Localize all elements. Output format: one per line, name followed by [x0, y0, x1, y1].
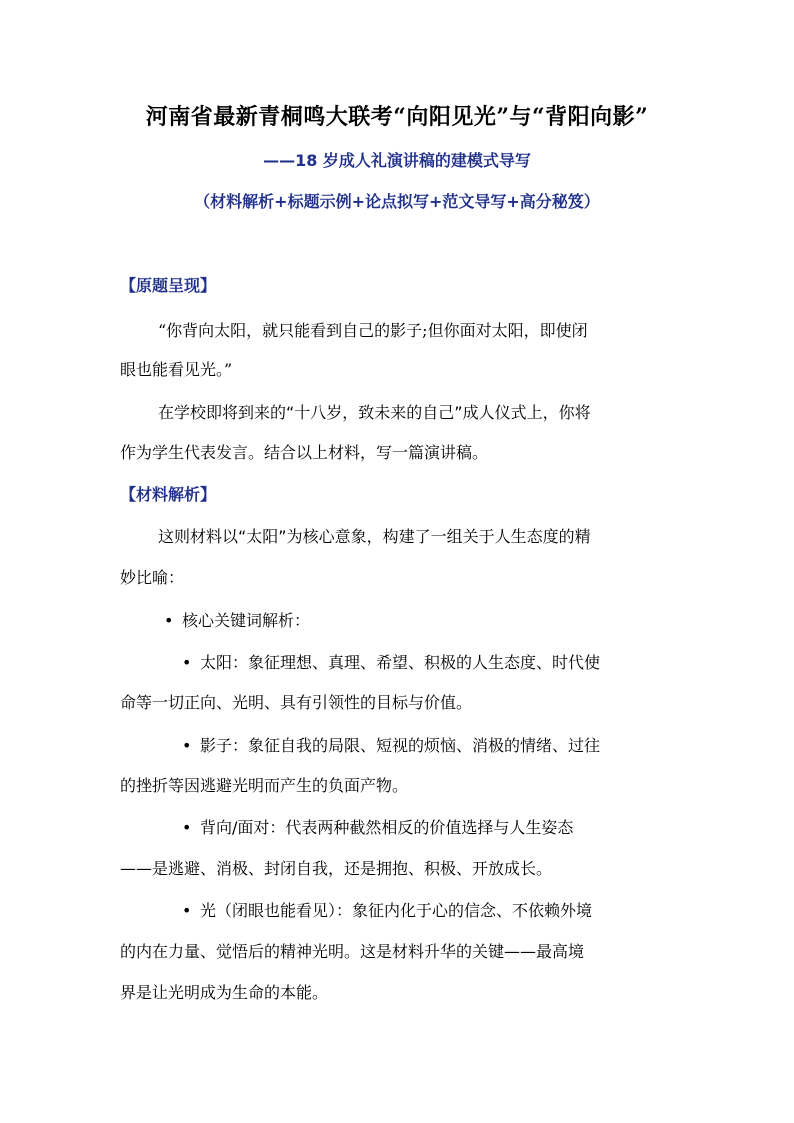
document-subtitle-contents: （材料解析+标题示例+论点拟写+范文导写+高分秘笈） [194, 192, 600, 211]
keyword-item-light [182, 898, 592, 921]
keyword-item-continuation: 命等一切正向、光明、具有引领性的目标与价值。 [120, 693, 473, 712]
keyword-item-sun [182, 650, 600, 673]
task-line-2: 作为学生代表发言。结合以上材料，写一篇演讲稿。 [120, 443, 489, 462]
keywords-label-text: 核心关键词解析： [182, 611, 311, 630]
section-heading-original: 【原题呈现】 [120, 276, 217, 295]
document-subtitle: ——18 岁成人礼演讲稿的建模式导写 [263, 151, 531, 170]
section-heading-analysis: 【材料解析】 [120, 485, 217, 504]
keyword-item-shadow [182, 733, 600, 756]
keyword-item-text: 背向/面对：代表两种截然相反的价值选择与人生姿态 [200, 818, 574, 837]
analysis-intro-line-1: 这则材料以“太阳”为核心意象，构建了一组关于人生态度的精 [158, 527, 591, 546]
keyword-item-text: 影子：象征自我的局限、短视的烦恼、消极的情绪、过往 [200, 736, 601, 755]
keyword-item-text: 光（闭眼也能看见）：象征内化于心的信念、不依赖外境 [200, 901, 593, 920]
keyword-item-facing [182, 815, 573, 838]
document-title: 河南省最新青桐鸣大联考“向阳见光”与“背阳向影” [145, 104, 649, 130]
analysis-intro-line-2: 妙比喻： [120, 568, 185, 587]
bullet-icon: • [182, 653, 192, 672]
keyword-item-continuation: 的内在力量、觉悟后的精神光明。这是材料升华的关键——最高境 [120, 942, 585, 961]
quote-line-2: 眼也能看见光。” [120, 360, 233, 379]
quote-line-1: “你背向太阳，就只能看到自己的影子;但你面对太阳，即使闭 [158, 321, 588, 340]
keyword-item-continuation: 界是让光明成为生命的本能。 [120, 983, 329, 1002]
task-line-1: 在学校即将到来的“十八岁，致未来的自己”成人仪式上，你将 [158, 403, 591, 422]
keyword-item-text: 太阳：象征理想、真理、希望、积极的人生态度、时代使 [200, 653, 601, 672]
keyword-item-continuation: 的挫折等因逃避光明而产生的负面产物。 [120, 776, 409, 795]
bullet-icon: • [182, 736, 192, 755]
bullet-icon: • [182, 818, 192, 837]
bullet-icon: • [182, 901, 192, 920]
bullet-icon: • [164, 611, 174, 630]
keywords-label [164, 608, 310, 631]
keyword-item-continuation: ——是逃避、消极、封闭自我，还是拥抱、积极、开放成长。 [120, 859, 553, 878]
